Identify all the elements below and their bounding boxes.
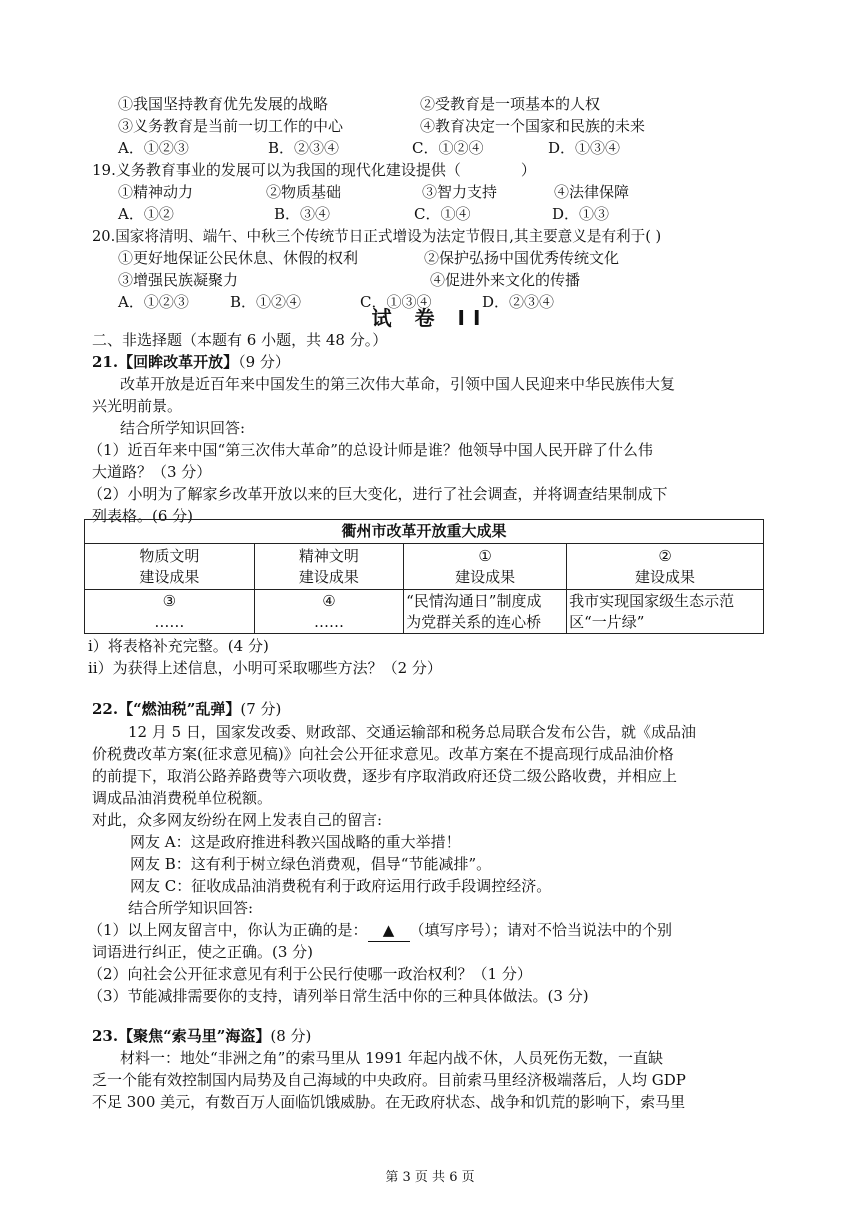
table-header-text: 建设成果 [298,567,359,586]
q20-choice-d: D．②③④ [482,293,555,311]
table-cell-text: 我市实现国家级生态示范 [569,591,735,610]
q22-topic: 【“燃油税”乱弹】 [118,700,241,718]
table-header-cell [567,544,764,590]
q22-netizen-a: 网友 A：这是政府推进科教兴国战略的重大举措！ [130,833,461,851]
q21-sub1-line2: 大道路？（3 分） [92,463,212,481]
q18-choice-c: C．①②④ [412,139,484,157]
q18-option-3: ③义务教育是当前一切工作的中心 [118,117,344,135]
table-cell-text: 为党群关系的连心桥 [406,612,542,631]
q18-choice-a: A．①②③ [118,139,189,157]
q23-topic: 【聚焦“索马里”海盗】 [118,1027,271,1045]
q22-sub2: （2）向社会公开征求意见有利于公民行使哪一政治权利？（1 分） [88,965,532,983]
q23-material-line2: 乏一个能有效控制国内局势及自己海域的中央政府。目前索马里经济极端落后，人均 GDP [92,1071,686,1089]
q20-option-2: ②保护弘扬中国优秀传统文化 [424,249,620,267]
q23-score: (8 分) [270,1027,312,1045]
table-cell-text: 区“一片绿” [569,612,645,631]
q23-material-line1: 材料一：地处“非洲之角”的索马里从 1991 年起内战不休，人员死伤无数，一直缺 [120,1049,664,1067]
q21-topic: 【回眸改革开放】 [118,353,239,371]
q22-material-line4: 调成品油消费税单位税额。 [92,789,273,807]
table-cell-text: ③ [162,591,177,610]
q20-stem: 20.国家将清明、端午、中秋三个传统节日正式增设为法定节假日,其主要意义是有利于( ) [92,228,662,245]
table-cell [254,590,403,634]
q21-score: （9 分） [238,353,290,371]
q21-sub2-line2: 列表格。(6 分) [92,507,194,525]
q22-netizen-c: 网友 C：征收成品油消费税有利于政府运用行政手段调控经济。 [130,877,552,895]
q18-option-4: ④教育决定一个国家和民族的未来 [420,117,646,135]
q21-task-ii: ⅱ）为获得上述信息，小明可采取哪些方法？（2 分） [88,659,442,677]
q22-netizen-b: 网友 B：这有利于树立绿色消费观，倡导“节能减排”。 [130,855,492,873]
q23-material-line3: 不足 300 美元，有数百万人面临饥饿威胁。在无政府状态、战争和饥荒的影响下，索马里 [92,1093,686,1111]
q20-choice-b: B．①②④ [230,293,302,311]
q20-choice-c: C．①③④ [360,293,432,311]
q19-choice-d: D．①③ [552,205,610,223]
q19-option-3: ③智力支持 [422,183,498,201]
q20-choice-a: A．①②③ [118,293,189,311]
table-header-text: ① [478,546,492,565]
table-header-text: 建设成果 [455,567,516,586]
q19-stem: 19.义务教育事业的发展可以为我国的现代化建设提供（ ） [92,161,536,179]
q22-header [92,699,281,720]
page-number: 第 3 页 共 6 页 [385,1170,475,1185]
q22-sub3: （3）节能减排需要你的支持，请列举日常生活中你的三种具体做法。(3 分) [88,987,589,1005]
q21-material-line2: 兴光明前景。 [92,397,183,415]
q18-option-1: ①我国坚持教育优先发展的战略 [118,95,329,113]
q19-choice-a: A．①② [118,205,174,223]
table-header-cell [404,544,567,590]
q21-number: 21. [92,353,119,371]
answer-blank: ▲ [368,920,410,942]
q18-choice-b: B．②③④ [268,139,340,157]
q22-score: (7 分) [240,700,282,718]
q20-option-3: ③增强民族凝聚力 [118,271,239,289]
q21-prompt: 结合所学知识回答: [120,419,246,437]
q22-material-line1: 12 月 5 日，国家发改委、财政部、交通运输部和税务总局联合发布公告，就《成品油 [128,723,696,741]
q21-header [92,352,290,373]
q22-sub1-line1 [88,920,672,942]
table-header-text: 精神文明 [298,546,359,565]
table-header-text: 物质文明 [139,546,200,565]
table-header-cell [85,544,255,590]
q18-choice-d: D．①③④ [548,139,621,157]
q23-number: 23. [92,1027,119,1045]
q19-option-1: ①精神动力 [118,183,194,201]
table-title: 衢州市改革开放重大成果 [85,520,764,544]
table-cell [85,590,255,634]
q23-header [92,1026,311,1047]
q19-option-4: ④法律保障 [554,183,630,201]
q22-sub1-line2: 词语进行纠正，使之正确。(3 分) [92,943,314,961]
q22-number: 22. [92,700,119,718]
q22-material-line5: 对此，众多网友纷纷在网上发表自己的留言: [92,811,383,829]
q21-sub1-line1: （1）近百年来中国“第三次伟大革命”的总设计师是谁？他领导中国人民开辟了什么伟 [88,441,653,459]
results-table [84,519,764,634]
table-cell [567,590,764,634]
q19-choice-c: C．①④ [414,205,471,223]
table-cell-text: …… [313,612,344,631]
q21-task-i: ⅰ）将表格补充完整。(4 分) [88,637,269,655]
table-cell-text: …… [154,612,185,631]
q22-material-line2: 价税费改革方案(征求意见稿)》向社会公开征求意见。改革方案在不提高现行成品油价格 [92,745,674,763]
q21-sub2-line1: （2）小明为了解家乡改革开放以来的巨大变化，进行了社会调查，并将调查结果制成下 [88,485,668,503]
section-title: 试 卷 II [371,306,489,330]
q22-prompt: 结合所学知识回答: [128,899,254,917]
q18-option-2: ②受教育是一项基本的人权 [420,95,601,113]
table-header-cell [254,544,403,590]
section-heading: 二、非选择题（本题有 6 小题，共 48 分。） [92,331,388,349]
q19-choice-b: B．③④ [274,205,331,223]
table-cell-text: “民情沟通日”制度成 [406,591,542,610]
q19-option-2: ②物质基础 [266,183,342,201]
table-header-text: ② [658,546,672,565]
q22-sub1-text: （填写序号）；请对不恰当说法中的个别 [409,921,673,939]
table-header-text: 建设成果 [635,567,696,586]
table-header-text: 建设成果 [139,567,200,586]
table-cell-text: ④ [322,591,336,610]
q22-sub1-text: （1）以上网友留言中，你认为正确的是： [88,921,368,939]
table-cell [404,590,567,634]
q20-option-4: ④促进外来文化的传播 [430,271,581,289]
q21-material-line1: 改革开放是近百年来中国发生的第三次伟大革命，引领中国人民迎来中华民族伟大复 [120,375,676,393]
q20-option-1: ①更好地保证公民休息、休假的权利 [118,249,359,267]
q22-material-line3: 的前提下，取消公路养路费等六项收费，逐步有序取消政府还贷二级公路收费，并相应上 [92,767,678,785]
